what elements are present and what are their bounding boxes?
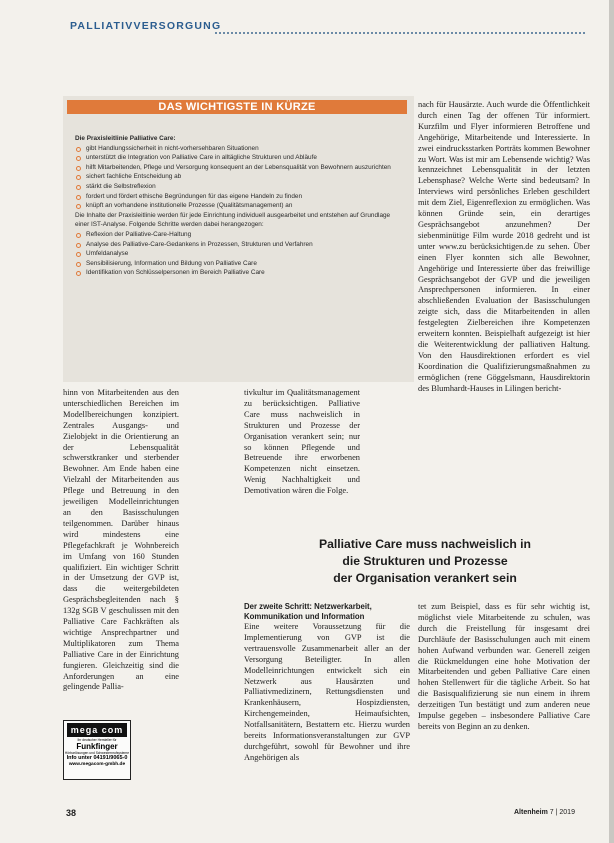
summary-list-item: Sensibilisierung, Information und Bildung von Palliative Care <box>75 259 405 269</box>
page-number: 38 <box>66 808 77 818</box>
page-spine-edge <box>609 0 614 843</box>
summary-list-item: knüpft an vorhandene institutionelle Prozesse (Qualitätsmanagement) an <box>75 201 405 211</box>
advertisement[interactable] <box>63 720 131 780</box>
ad-description: Hörbarlösungen und Schwesternrufsysteme <box>64 751 130 755</box>
pull-quote <box>270 536 580 586</box>
summary-list-item: unterstützt die Integration von Palliative Care in alltägliche Strukturen und Abläufe <box>75 153 405 163</box>
summary-list-item: sichert fachliche Entscheidung ab <box>75 172 405 182</box>
ad-product: Funkfinger <box>76 742 118 751</box>
summary-list-2 <box>75 230 405 278</box>
article-column-3: nach für Hausärzte. Auch wurde die Öffentlichkeit durch einen Tag der offenen Tür informiert. Kurzfilm und Flyer informieren Betroffene und Angehörige, Mitarbeitende und Interessierte. In zwei eindrucksstarken Porträts kommen Bewohner zu Wort. Was ist mir am Lebensende wichtig? Was kennzeichnet Lebensqualität in der letzten Lebensphase? Welche Werte sind bedeutsam? In Interviews wird persönliches Erleben geschildert mit dem Ziel, Eigenreflexion zu ermöglichen. Was können Gründe sein, ein derartiges Gesprächsangebot anzunehmen? Der siebenminütige Film wurde 2018 gedreht und ist unter www.zu berücksichtigen.de zu sehen. Über einen Flyer konnten sich alle Bewohner, Angehörige und Interessierte über das freiwillige Gesprächsangebot der GVP und die jeweiligen Ansprechpersonen informieren. In einer abschließenden Evaluation der Basisschulungen zeigte sich, dass die Mitarbeitenden in allen festgelegten Zielbereichen ihre Kompetenzen erweitern konnten. Beispielhaft aufgezeigt ist hier die Weiterentwicklung der palliativen Haltung. Von den Hausdirektionen erfordert es viel Koordination die Qualifizierungsmaßnahmen zu ermöglichen (rene Göggelsmann, Hausdirektorin des Blumhardt-Hauses in Lilingen bericht- <box>418 100 590 393</box>
section-subheading: Der zweite Schritt: Netzwerkarbeit, Kommunikation und Information <box>244 602 372 621</box>
summary-list-item: gibt Handlungssicherheit in nicht-vorhersehbaren Situationen <box>75 144 405 154</box>
pull-quote-line: die Strukturen und Prozesse <box>342 553 508 568</box>
summary-list-item: hilft Mitarbeitenden, Pflege und Versorgung konsequent an der Lebensqualität von Bewohnern auszurichten <box>75 163 405 173</box>
article-column-1: hinn von Mitarbeitenden aus den unterschiedlichen Bereichen im Modellbereichungen konzipiert. Zentrales Ausgangs- und Zielobjekt in die Orientierung an der Lebensqualität schwerstkranker und sterbender Bewohner. Am Ende haben eine Vielzahl der Mitarbeitenden aus Pflege und Betreuung in den jeweiligen Modelleinrichtungen an den Basisschulungen teilgenommen. Darüber hinaus wird mindestens eine Pflegefachkraft je Wohnbereich im Umfang von 160 Stunden qualifiziert. Ein wichtiger Schritt in der Umsetzung der GVP ist, dass die weitergebildeten Gesprächsbegleitenden nach § 132g SGB V geschulissen mit den Palliative Care Fachkräften als wichtige Ansprechpartner und Multiplikatoren zum Thema Palliative Care in der Einrichtung fungieren. Gleichzeitig sind die Anforderungen an eine gelingende Pallia- <box>63 388 179 692</box>
summary-list-1 <box>75 144 405 211</box>
ad-logo: mega com <box>67 723 127 737</box>
pull-quote-line: Palliative Care muss nachweislich in <box>318 537 532 551</box>
ad-tagline: Ihr deutscher Hersteller für <box>77 738 117 742</box>
summary-paragraph: Die Inhalte der Praxisleitlinie werden für jede Einrichtung individuell ausgearbeitet und entstehen auf Grundlage einer IST-Analyse. Folgende Schritte werden dabei herangezogen: <box>75 211 391 229</box>
section-header: PALLIATIVVERSORGUNG <box>70 20 222 32</box>
summary-list-item: fordert und fördert ethische Begründungen für das eigene Handeln zu finden <box>75 192 405 202</box>
summary-box-title: DAS WICHTIGSTE IN KÜRZE <box>67 100 407 114</box>
summary-intro: Die Praxisleitlinie Palliative Care: <box>75 135 176 142</box>
magazine-name: Altenheim <box>514 809 548 816</box>
summary-list-item: Umfeldanalyse <box>75 249 405 259</box>
summary-list-item: Reflexion der Palliative-Care-Haltung <box>75 230 405 240</box>
summary-list-item: Analyse des Palliative-Care-Gedankens in Prozessen, Strukturen und Verfahren <box>75 240 405 250</box>
summary-list-item: Identifikation von Schlüsselpersonen im Bereich Palliative Care <box>75 268 405 278</box>
summary-box <box>63 96 414 382</box>
article-column-2: tivkultur im Qualitätsmanagement zu berücksichtigen. Palliative Care muss nachweislich in Strukturen und Prozesse der Organisation verankert sein; nur so können Pflegende und Betreuende ihre erworbenen Kompetenzen nicht einsetzen. Wenig Nachhaltigkeit und Demotivation wären die Folge. <box>244 388 360 496</box>
issue-number: 7 | 2019 <box>549 809 575 816</box>
footer-publication <box>514 809 575 816</box>
summary-box-body <box>75 134 405 278</box>
article-column-4 <box>244 602 410 764</box>
article-column-5: tet zum Beispiel, dass es für sehr wichtig ist, möglichst viele Mitarbeitende zu schulen, was durch die Freistellung für insgesamt drei Durchläufe der Basisschulungen auch mit einem hohen Aufwand verbunden war. Generell zeigen die Rückmeldungen eine hohe Motivation der Mitarbeitenden und geben Palliative Care einen hohen Stellenwert für die tägliche Arbeit. So hat die Basisqualifizierung sie nun einem in ihrem derzeitigen Tun bestätigt und zum anderen neue Impulse gegeben – insbesondere Palliative Care bereits von Beginn an zu denken. <box>418 602 590 731</box>
summary-list-item: stärkt die Selbstreflexion <box>75 182 405 192</box>
column-text: Eine weitere Voraussetzung für die Implementierung von GVP ist die vertrauensvolle Zusammenarbeit aller an der Versorgung Beteiligter. In allen Modelleinrichtungen entwickelt sich ein Netzwerk aus Hausärzten und Palliativmedizinern, Rettungsdiensten und Krankenhäusern, Hospizdiensten, Kirchengemeinden, Heimaufsichten, Notfallsanitätern, Bestattern etc. Hierzu wurden bereits Informationsveranstaltungen zur GVP durchgeführt, sowohl für Bewohner und ihre Angehörigen als <box>244 622 410 762</box>
pull-quote-line: der Organisation verankert sein <box>333 570 517 585</box>
ad-website-link[interactable]: www.megacom-gmbh.de <box>68 761 126 767</box>
header-dotted-rule <box>215 32 585 34</box>
ad-phone: Info unter 04191/9065-0 <box>66 755 128 761</box>
